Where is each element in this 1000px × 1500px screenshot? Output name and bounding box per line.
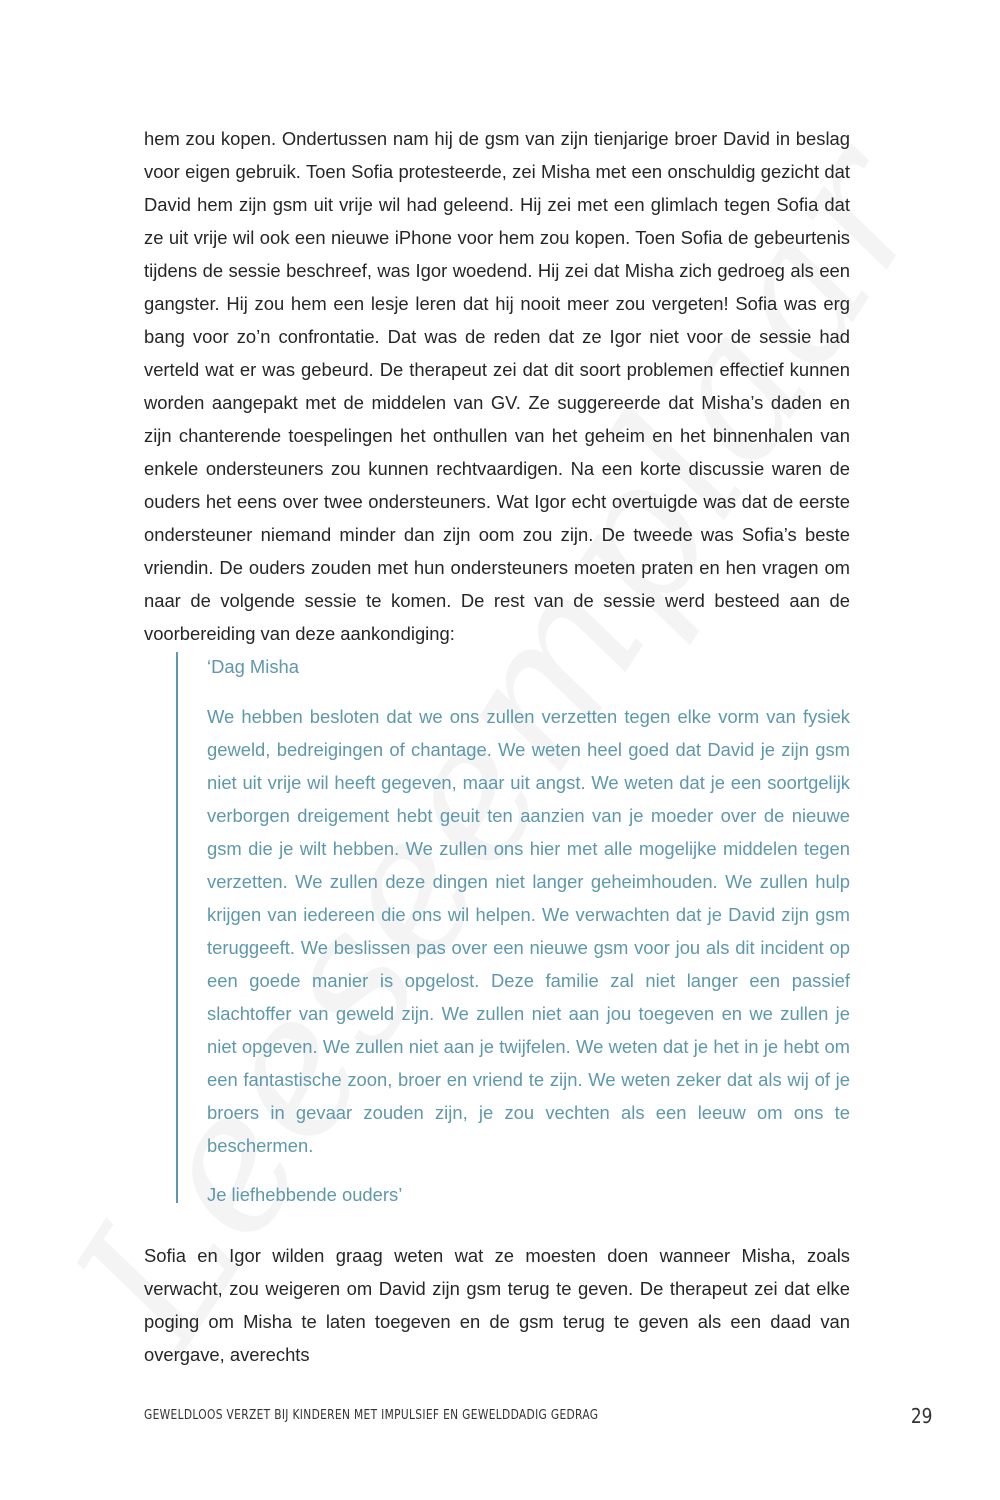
body-paragraph-2: Sofia en Igor wilden graag weten wat ze moesten doen wanneer Misha, zoals verwacht, zou weigeren om David zijn gsm terug te geven. De therapeut zei dat elke poging om Misha te laten toegeven en de gsm terug te geven als een daad van overgave, averechts	[144, 1245, 850, 1365]
page-number: 29	[910, 1404, 932, 1428]
body-paragraph-1: hem zou kopen. Ondertussen nam hij de gsm van zijn tienjarige broer David in beslag voor eigen gebruik. Toen Sofia protesteerde, zei Misha met een onschuldig gezicht dat David hem zijn gsm uit vrije wil had geleend. Hij zei met een glimlach tegen Sofia dat ze uit vrije wil ook een nieuwe iPhone voor hem zou kopen. Toen Sofia de gebeurtenis tijdens de sessie beschreef, was Igor woedend. Hij zei dat Misha zich gedroeg als een gangster. Hij zou hem een lesje leren dat hij nooit meer zou vergeten! Sofia was erg bang voor zo’n confrontatie. Dat was de reden dat ze Igor niet voor de sessie had verteld wat er was gebeurd. De therapeut zei dat dit soort problemen effectief kunnen worden aangepakt met de middelen van GV. Ze suggereerde dat Misha’s daden en zijn chanterende toespelingen het onthullen van het geheim en het binnenhalen van enkele ondersteuners zou kunnen rechtvaardigen. Na een korte discussie waren de ouders het eens over twee ondersteuners. Wat Igor echt overtuigde was dat de eerste ondersteuner niemand minder dan zijn oom zou zijn. De tweede was Sofia’s beste vriendin. De ouders zouden met hun ondersteuners moeten praten en hen vragen om naar de volgende sessie te komen. De rest van de sessie werd besteed aan de voorbereiding van deze aankondiging:	[144, 128, 850, 644]
letter-body: We hebben besloten dat we ons zullen verzetten tegen elke vorm van fysiek geweld, bedreigingen of chantage. We weten heel goed dat David je zijn gsm niet uit vrije wil heeft gegeven, maar uit angst. We weten dat je een soortgelijk verborgen dreigement hebt geuit ten aanzien van je moeder over de nieuwe gsm die je wilt hebben. We zullen ons hier met alle mogelijke middelen tegen verzetten. We zullen deze dingen niet langer geheimhouden. We zullen hulp krijgen van iedereen die ons wil helpen. We verwachten dat je David zijn gsm teruggeeft. We beslissen pas over een nieuwe gsm voor jou als dit incident op een goede manier is opgelost. Deze familie zal niet langer een passief slachtoffer van geweld zijn. We zullen niet aan jou toegeven en we zullen je niet opgeven. We zullen niet aan je twijfelen. We weten dat je het in je hebt om een fantastische zoon, broer en vriend te zijn. We weten zeker dat als wij of je broers in gevaar zouden zijn, je zou vechten als een leeuw om ons te beschermen.	[207, 706, 850, 1156]
footer-book-title: GEWELDLOOS VERZET BIJ KINDEREN MET IMPULSIEF EN GEWELDDADIG GEDRAG	[144, 1408, 599, 1423]
letter-quote-block	[176, 652, 850, 1203]
letter-salutation: ‘Dag Misha	[207, 656, 299, 677]
letter-signature: Je liefhebbende ouders’	[207, 1184, 403, 1205]
